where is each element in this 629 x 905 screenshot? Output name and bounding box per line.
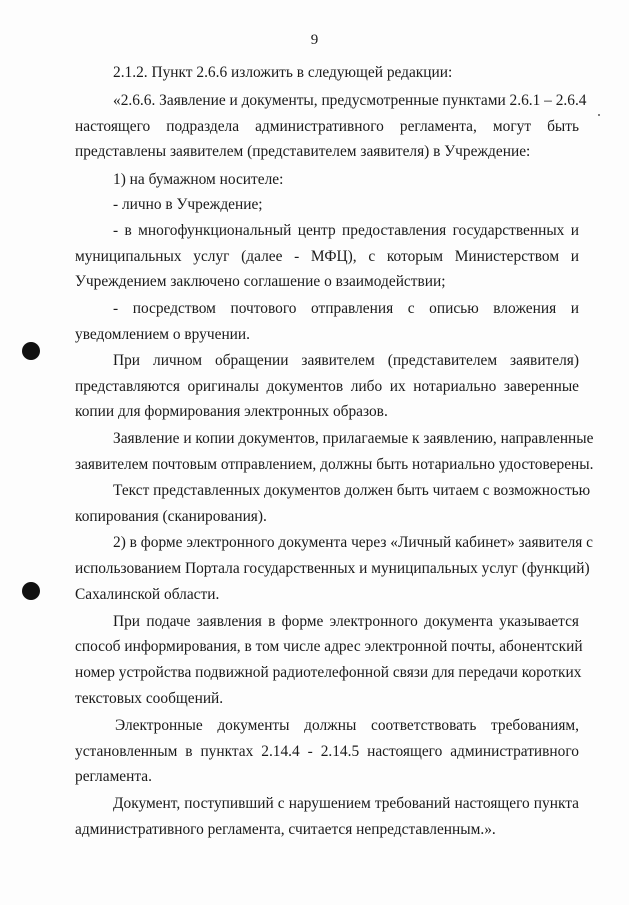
paragraph-line: настоящего подраздела административного регламента, могут быть [75, 118, 579, 135]
paragraph-line: Текст представленных документов должен быть читаем с возможностью [113, 482, 591, 499]
amendment-heading: 2.1.2. Пункт 2.6.6 изложить в следующей редакции: [113, 64, 453, 81]
paragraph-line: уведомлением о вручении. [75, 326, 251, 343]
paragraph-line: Заявление и копии документов, прилагаемые к заявлению, направленные [113, 430, 594, 447]
paragraph-line: При подаче заявления в форме электронного документа указывается [113, 613, 579, 630]
paragraph-line: представлены заявителем (представителем заявителя) в Учреждение: [75, 143, 531, 160]
paragraph-line: номер устройства подвижной радиотелефонной связи для передачи коротких [75, 664, 582, 681]
paragraph-line: При личном обращении заявителем (представителем заявителя) [113, 352, 579, 369]
paragraph-line: муниципальных услуг (далее - МФЦ), с которым Министерством и [75, 248, 579, 265]
paragraph-line: Документ, поступивший с нарушением требований настоящего пункта [113, 795, 579, 812]
paragraph-line: Учреждением заключено соглашение о взаимодействии; [75, 273, 446, 290]
list-item: 2) в форме электронного документа через «Личный кабинет» заявителя с [113, 534, 594, 551]
paragraph-line: «2.6.6. Заявление и документы, предусмотренные пунктами 2.6.1 – 2.6.4 [113, 92, 587, 109]
paragraph-line: Сахалинской области. [75, 586, 220, 603]
page-number: 9 [310, 32, 319, 48]
paragraph-line: установленным в пунктах 2.14.4 - 2.14.5 настоящего административного [75, 743, 579, 760]
list-item: 1) на бумажном носителе: [113, 171, 284, 188]
paragraph-line: копии для формирования электронных образов. [75, 403, 388, 420]
list-item: - посредством почтового отправления с описью вложения и [113, 300, 579, 317]
list-item: - в многофункциональный центр предоставления государственных и [113, 222, 579, 239]
paragraph-line: использованием Портала государственных и муниципальных услуг (функций) [75, 560, 590, 577]
paragraph-line: способ информирования, в том числе адрес электронной почты, абонентский [75, 638, 583, 655]
paragraph-line: заявителем почтовым отправлением, должны быть нотариально удостоверены. [75, 456, 594, 473]
paragraph-line: Электронные документы должны соответствовать требованиям, [115, 717, 579, 734]
scan-speck [598, 114, 600, 116]
paragraph-line: текстовых сообщений. [75, 690, 224, 707]
paragraph-line: административного регламента, считается непредставленным.». [75, 821, 496, 838]
punch-hole-bottom [22, 582, 40, 600]
paragraph-line: представляются оригиналы документов либо их нотариально заверенные [75, 378, 579, 395]
paragraph-line: регламента. [75, 768, 152, 785]
punch-hole-top [22, 342, 40, 360]
list-item: - лично в Учреждение; [113, 196, 263, 213]
paragraph-line: копирования (сканирования). [75, 508, 267, 525]
